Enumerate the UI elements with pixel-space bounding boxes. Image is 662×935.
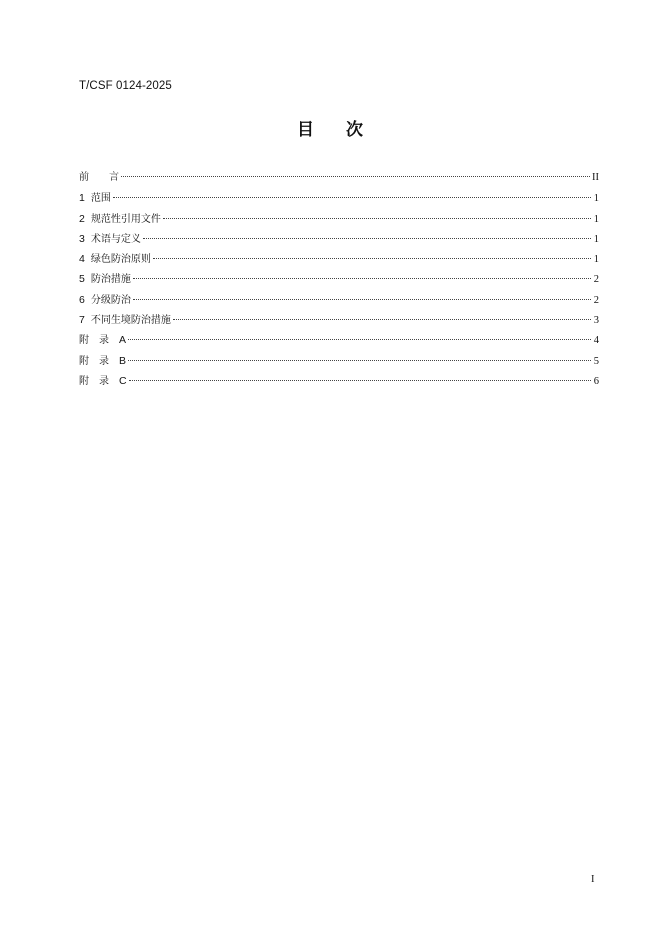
toc-entry-appendix-a[interactable] [79,333,599,353]
toc-leader-dots [173,319,591,320]
toc-entry-page: II [592,172,599,183]
toc-entry-number: 6 [79,293,85,306]
toc-entry-label [79,374,127,389]
toc-entry-scope[interactable] [79,191,599,211]
toc-entry-page: 2 [593,274,599,286]
appendix-word: 附 录 [79,335,109,347]
toc-leader-dots [133,278,591,279]
toc-entry-page: 2 [593,294,599,306]
toc-entry-appendix-c[interactable] [79,374,599,394]
toc-leader-dots [113,197,591,198]
appendix-word: 附 录 [79,355,109,367]
document-code: T/CSF 0124-2025 [79,80,172,92]
toc-entry-graded-control[interactable] [79,293,599,313]
toc-entry-label: 范围 [90,193,111,205]
toc-entry-page: 3 [593,315,599,327]
toc-entry-habitat-control-measures[interactable] [79,313,599,333]
toc-entry-green-control-principles[interactable] [79,252,599,272]
toc-title-char-1: 目 [297,120,316,140]
toc-entry-number: 2 [79,212,85,225]
toc-entry-label: 规范性引用文件 [90,213,161,225]
appendix-letter: C [119,374,127,387]
toc-entry-terms-definitions[interactable] [79,232,599,252]
toc-entry-appendix-b[interactable] [79,354,599,374]
toc-entry-page: 1 [593,254,599,266]
toc-entry-label: 分级防治 [90,294,131,306]
toc-entry-label [79,354,126,369]
toc-entry-foreword[interactable] [79,171,599,191]
appendix-letter: B [119,354,127,367]
toc-entry-label: 术语与定义 [90,233,141,245]
toc-entry-page: 1 [593,193,599,205]
toc-entry-page: 6 [593,375,599,387]
toc-entry-normative-references[interactable] [79,212,599,232]
appendix-word: 附 录 [79,375,109,387]
toc-leader-dots [143,238,591,239]
toc-entry-number: 1 [79,192,85,205]
toc-entry-number: 3 [79,232,85,245]
toc-leader-dots [128,339,591,340]
toc-entry-control-measures[interactable] [79,272,599,292]
toc-entry-number: 7 [79,314,85,327]
toc-leader-dots [133,299,591,300]
toc-entry-page: 4 [593,335,599,347]
toc-leader-dots [129,380,591,381]
toc-entry-label: 绿色防治原则 [90,254,151,266]
toc-entry-label [79,333,126,348]
toc-entry-label: 不同生境防治措施 [90,315,171,327]
toc-leader-dots [121,176,590,177]
toc-entry-number: 5 [79,273,85,286]
toc-leader-dots [153,258,591,259]
toc-title-char-2: 次 [346,120,365,140]
toc-entry-label: 防治措施 [90,274,131,286]
toc-entry-page: 1 [593,213,599,225]
appendix-letter: A [119,334,127,347]
toc-leader-dots [163,218,591,219]
toc-title [0,115,662,140]
toc-entry-page: 5 [593,355,599,367]
table-of-contents [79,171,599,394]
toc-entry-page: 1 [593,233,599,245]
toc-entry-label: 前 言 [79,172,119,183]
toc-leader-dots [128,360,591,361]
page-number: I [591,874,595,885]
toc-entry-number: 4 [79,253,85,266]
